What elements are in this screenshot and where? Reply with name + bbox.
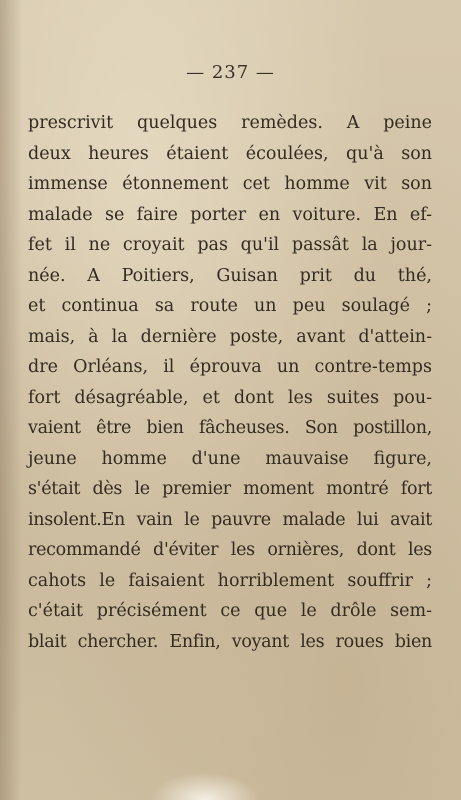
- text-line: immense étonnement cet homme vit son: [28, 174, 432, 194]
- text-line: fort désagréable, et dont les suites pou-: [28, 387, 432, 408]
- text-line: malade se faire porter en voiture. En ef-: [28, 204, 432, 225]
- text-line: vaient être bien fâcheuses. Son postillon,: [28, 418, 432, 438]
- text-line: mais, à la dernière poste, avant d'attein-: [28, 326, 432, 347]
- page-tear: [150, 772, 260, 800]
- page-number: — 237 —: [186, 62, 275, 83]
- text-line: c'était précisément ce que le drôle sem-: [28, 601, 432, 621]
- text-line: fet il ne croyait pas qu'il passât la jour-: [28, 235, 432, 255]
- binding-shadow: [0, 0, 22, 800]
- text-line: blait chercher. Enfin, voyant les roues bien: [28, 631, 432, 652]
- body-text: [28, 108, 432, 657]
- text-line: dre Orléans, il éprouva un contre-temps: [28, 357, 432, 377]
- text-line: jeune homme d'une mauvaise figure,: [28, 448, 432, 469]
- text-line: née. A Poitiers, Guisan prit du thé,: [28, 265, 432, 286]
- text-line: prescrivit quelques remèdes. A peine: [28, 113, 432, 133]
- text-line: et continua sa route un peu soulagé ;: [28, 296, 432, 316]
- text-line: deux heures étaient écoulées, qu'à son: [28, 143, 432, 164]
- text-line: insolent.En vain le pauvre malade lui avait: [28, 509, 432, 530]
- text-line: s'était dès le premier moment montré fort: [28, 479, 432, 499]
- text-line: cahots le faisaient horriblement souffrir ;: [28, 570, 432, 591]
- text-line: recommandé d'éviter les ornières, dont les: [28, 540, 432, 560]
